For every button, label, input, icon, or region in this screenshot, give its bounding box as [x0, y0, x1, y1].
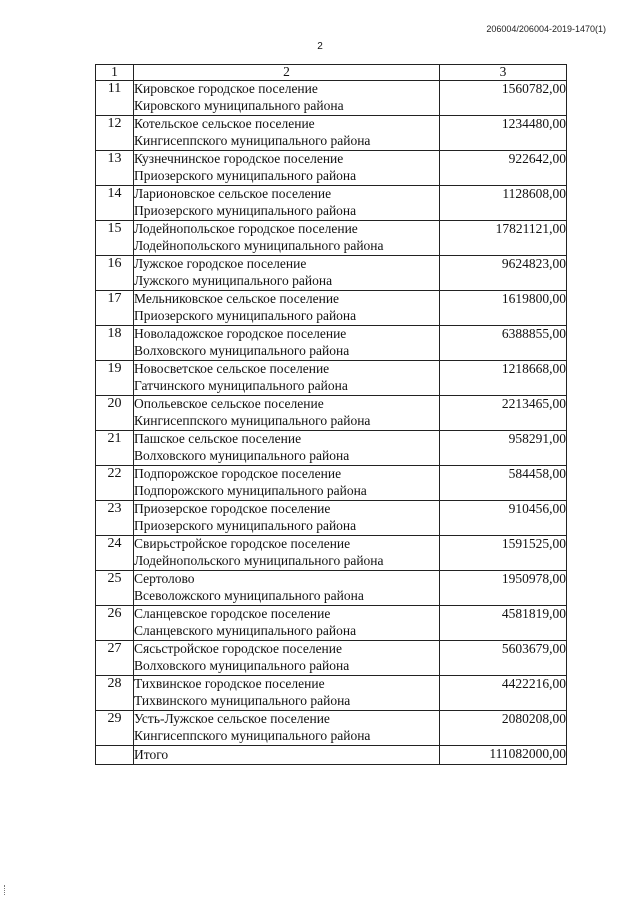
settlement-line1: Мельниковское сельское поселение — [134, 291, 340, 306]
amount-cell: 2080208,00 — [440, 711, 567, 746]
settlement-line1: Кировское городское поселение — [134, 81, 318, 96]
amount-cell: 5603679,00 — [440, 641, 567, 676]
table-row — [96, 571, 567, 606]
settlement-name — [134, 536, 440, 571]
table-row — [96, 606, 567, 641]
settlement-name — [134, 221, 440, 256]
row-number: 21 — [96, 431, 134, 466]
settlement-line2: Сланцевского муниципального района — [134, 622, 357, 638]
table-row — [96, 361, 567, 396]
amount-cell: 4581819,00 — [440, 606, 567, 641]
settlement-line1: Подпорожское городское поселение — [134, 466, 342, 481]
settlement-name — [134, 326, 440, 361]
table-row — [96, 326, 567, 361]
settlement-name — [134, 676, 440, 711]
column-header-2: 2 — [134, 65, 440, 81]
settlement-line1: Котельское сельское поселение — [134, 116, 315, 131]
settlement-line2: Волховского муниципального района — [134, 657, 350, 673]
row-number: 13 — [96, 151, 134, 186]
settlement-line1: Ларионовское сельское поселение — [134, 186, 332, 201]
amount-cell: 910456,00 — [440, 501, 567, 536]
amount-cell: 922642,00 — [440, 151, 567, 186]
table-row — [96, 256, 567, 291]
row-number: 26 — [96, 606, 134, 641]
settlement-line1: Приозерское городское поселение — [134, 501, 331, 516]
total-amount: 111082000,00 — [440, 746, 567, 765]
settlement-line1: Кузнечнинское городское поселение — [134, 151, 344, 166]
row-number: 29 — [96, 711, 134, 746]
scan-edge-mark — [4, 885, 8, 895]
settlement-line2: Гатчинского муниципального района — [134, 377, 348, 393]
settlement-line2: Кировского муниципального района — [134, 97, 344, 113]
settlement-line2: Кингисеппского муниципального района — [134, 412, 371, 428]
table-row — [96, 641, 567, 676]
amount-cell: 9624823,00 — [440, 256, 567, 291]
settlement-name — [134, 291, 440, 326]
settlement-name — [134, 501, 440, 536]
row-number: 16 — [96, 256, 134, 291]
settlement-line2: Волховского муниципального района — [134, 447, 350, 463]
amount-cell: 2213465,00 — [440, 396, 567, 431]
settlement-name — [134, 431, 440, 466]
table-row — [96, 151, 567, 186]
settlement-line2: Приозерского муниципального района — [134, 517, 357, 533]
settlement-line1: Лужское городское поселение — [134, 256, 307, 271]
settlement-name — [134, 151, 440, 186]
amount-cell: 4422216,00 — [440, 676, 567, 711]
table-row — [96, 291, 567, 326]
amount-cell: 1619800,00 — [440, 291, 567, 326]
settlement-line2: Тихвинского муниципального района — [134, 692, 351, 708]
row-number: 23 — [96, 501, 134, 536]
table-row — [96, 466, 567, 501]
amount-cell: 1218668,00 — [440, 361, 567, 396]
amount-cell: 1128608,00 — [440, 186, 567, 221]
settlement-name — [134, 606, 440, 641]
table-row — [96, 396, 567, 431]
settlement-line2: Приозерского муниципального района — [134, 307, 357, 323]
settlement-line1: Опольевское сельское поселение — [134, 396, 324, 411]
settlement-name — [134, 256, 440, 291]
row-number: 28 — [96, 676, 134, 711]
total-label: Итого — [134, 746, 440, 765]
settlement-name — [134, 641, 440, 676]
row-number: 15 — [96, 221, 134, 256]
settlement-name — [134, 571, 440, 606]
table-row — [96, 676, 567, 711]
row-number: 25 — [96, 571, 134, 606]
settlement-line2: Подпорожского муниципального района — [134, 482, 367, 498]
row-number: 20 — [96, 396, 134, 431]
amount-cell: 1560782,00 — [440, 81, 567, 116]
row-number: 24 — [96, 536, 134, 571]
document-id: 206004/206004-2019-1470(1) — [486, 24, 606, 34]
table-row — [96, 81, 567, 116]
settlement-line1: Новоладожское городское поселение — [134, 326, 347, 341]
table-row — [96, 711, 567, 746]
amount-cell: 1950978,00 — [440, 571, 567, 606]
amount-cell: 584458,00 — [440, 466, 567, 501]
settlement-name — [134, 396, 440, 431]
row-number: 22 — [96, 466, 134, 501]
table-row — [96, 186, 567, 221]
page-number: 2 — [317, 41, 323, 52]
table-row — [96, 501, 567, 536]
total-row — [96, 746, 567, 765]
settlement-line2: Всеволожского муниципального района — [134, 587, 364, 603]
settlement-line1: Усть-Лужское сельское поселение — [134, 711, 330, 726]
allocation-table — [95, 64, 567, 765]
settlement-line1: Пашское сельское поселение — [134, 431, 302, 446]
column-header-3: 3 — [440, 65, 567, 81]
amount-cell: 6388855,00 — [440, 326, 567, 361]
settlement-line2: Лодейнопольского муниципального района — [134, 552, 384, 568]
amount-cell: 17821121,00 — [440, 221, 567, 256]
settlement-line1: Лодейнопольское городское поселение — [134, 221, 358, 236]
total-num-cell — [96, 746, 134, 765]
row-number: 12 — [96, 116, 134, 151]
row-number: 18 — [96, 326, 134, 361]
settlement-line2: Лодейнопольского муниципального района — [134, 237, 384, 253]
row-number: 14 — [96, 186, 134, 221]
table-body — [96, 81, 567, 746]
settlement-line1: Тихвинское городское поселение — [134, 676, 325, 691]
row-number: 11 — [96, 81, 134, 116]
amount-cell: 958291,00 — [440, 431, 567, 466]
row-number: 19 — [96, 361, 134, 396]
settlement-name — [134, 361, 440, 396]
amount-cell: 1591525,00 — [440, 536, 567, 571]
header-row — [96, 65, 567, 81]
settlement-name — [134, 116, 440, 151]
settlement-line1: Сясьстройское городское поселение — [134, 641, 342, 656]
settlement-name — [134, 711, 440, 746]
settlement-line2: Волховского муниципального района — [134, 342, 350, 358]
row-number: 17 — [96, 291, 134, 326]
table-row — [96, 431, 567, 466]
settlement-line1: Новосветское сельское поселение — [134, 361, 330, 376]
settlement-name — [134, 466, 440, 501]
settlement-line2: Приозерского муниципального района — [134, 167, 357, 183]
settlement-line1: Сланцевское городское поселение — [134, 606, 331, 621]
table-row — [96, 536, 567, 571]
settlement-name — [134, 186, 440, 221]
settlement-line1: Свирьстройское городское поселение — [134, 536, 351, 551]
column-header-1: 1 — [96, 65, 134, 81]
settlement-name — [134, 81, 440, 116]
settlement-line2: Лужского муниципального района — [134, 272, 333, 288]
table-row — [96, 221, 567, 256]
settlement-line2: Приозерского муниципального района — [134, 202, 357, 218]
settlement-line2: Кингисеппского муниципального района — [134, 727, 371, 743]
settlement-line1: Сертолово — [134, 571, 195, 586]
settlement-line2: Кингисеппского муниципального района — [134, 132, 371, 148]
row-number: 27 — [96, 641, 134, 676]
table-row — [96, 116, 567, 151]
amount-cell: 1234480,00 — [440, 116, 567, 151]
